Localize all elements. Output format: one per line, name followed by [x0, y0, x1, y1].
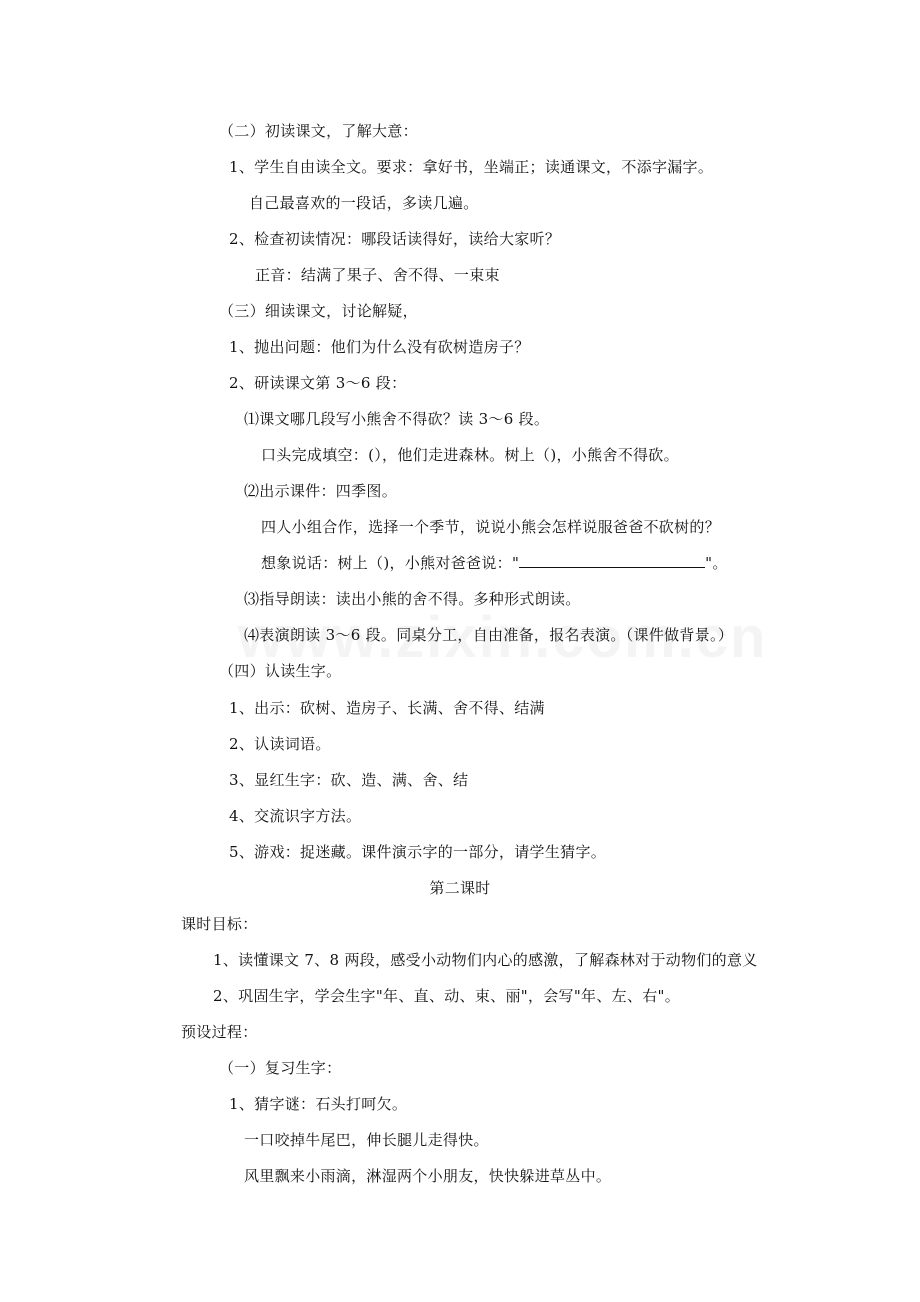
text-line: 2、巩固生字，学会生字"年、直、动、束、丽"，会写"年、左、右"。 — [213, 987, 681, 1005]
text-line: 1、学生自由读全文。要求：拿好书，坐端正；读通课文，不添字漏字。 — [229, 158, 714, 176]
imagine-prefix: 想象说话：树上（)，小熊对爸爸说：" — [261, 554, 520, 572]
text-line: 3、显红生字：砍、造、满、舍、结 — [229, 771, 469, 789]
section-heading-2: （二）初读课文，了解大意： — [219, 122, 418, 140]
text-line: 自己最喜欢的一段话，多读几遍。 — [249, 194, 479, 212]
imagine-line — [261, 553, 728, 573]
section-heading-3: （三）细读课文，讨论解疑， — [219, 302, 418, 320]
text-line: ⑷表演朗读 3～6 段。同桌分工，自由准备，报名表演。（课件做背景。） — [244, 626, 734, 644]
imagine-suffix: "。 — [705, 554, 728, 572]
text-line: 风里飘来小雨滴，淋湿两个小朋友，快快躲进草丛中。 — [244, 1167, 612, 1185]
section-heading-1: （一）复习生字： — [219, 1059, 342, 1077]
text-line: 四人小组合作，选择一个季节，说说小熊会怎样说服爸爸不砍树的？ — [261, 518, 721, 536]
text-line: ⑶指导朗读：读出小熊的舍不得。多种形式朗读。 — [244, 590, 581, 608]
text-line: 2、认读词语。 — [229, 735, 331, 753]
text-line: 5、游戏：捉迷藏。课件演示字的一部分，请学生猜字。 — [229, 843, 607, 861]
text-line: 1、猜字谜：石头打呵欠。 — [229, 1095, 408, 1113]
text-line: 1、抛出问题：他们为什么没有砍树造房子？ — [229, 338, 530, 356]
text-line: 2、检查初读情况：哪段话读得好，读给大家听？ — [229, 230, 561, 248]
text-line: ⑵出示课件：四季图。 — [244, 482, 398, 500]
text-line: 一口咬掉牛尾巴，伸长腿儿走得快。 — [244, 1131, 489, 1149]
section-heading-4: （四）认读生字。 — [219, 662, 342, 680]
text-line: 4、交流识字方法。 — [229, 807, 362, 825]
fill-in-blank — [519, 553, 705, 568]
lesson-title: 第二课时 — [429, 879, 491, 897]
text-line: 正音：结满了果子、舍不得、一束束 — [255, 266, 500, 284]
text-line: 1、出示：砍树、造房子、长满、舍不得、结满 — [229, 699, 545, 717]
text-line: 1、读懂课文 7、8 两段，感受小动物们内心的感激，了解森林对于动物们的意义 — [213, 951, 758, 969]
text-line: 2、研读课文第 3～6 段： — [229, 374, 407, 392]
heading-process: 预设过程： — [181, 1023, 258, 1041]
text-line: ⑴课文哪几段写小熊舍不得砍？读 3～6 段。 — [244, 410, 550, 428]
heading-goals: 课时目标： — [181, 915, 258, 933]
text-line: 口头完成填空：(），他们走进森林。树上（)，小熊舍不得砍。 — [261, 446, 679, 464]
